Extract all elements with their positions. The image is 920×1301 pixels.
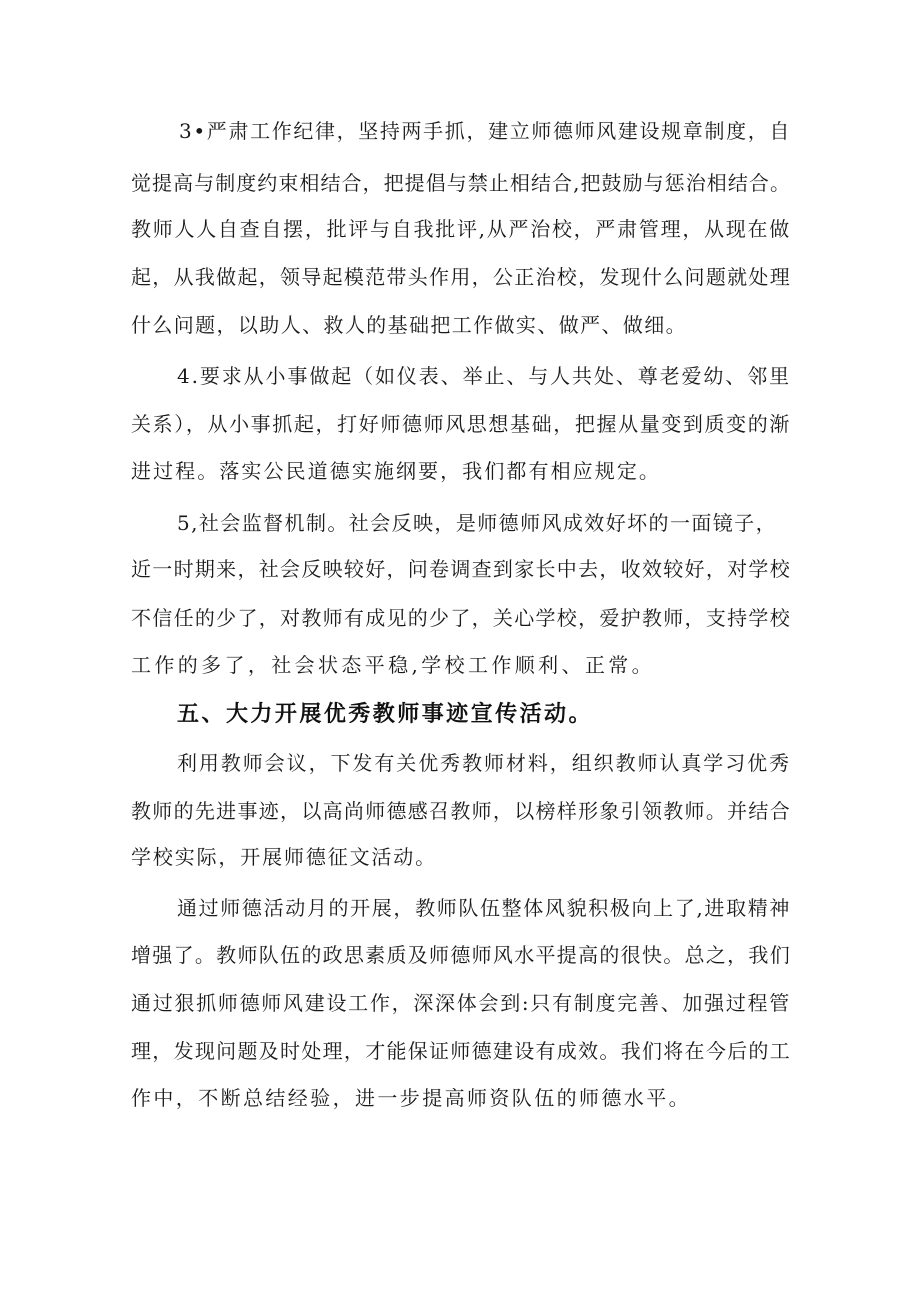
section-heading: 五、大力开展优秀教师事迹宣传活动。 xyxy=(177,702,593,727)
text-line: 不信任的少了，对教师有成见的少了，关心学校，爱护教师，支持学校 xyxy=(131,606,791,630)
text-line: 通过师德活动月的开展，教师队伍整体风貌积极向上了,进取精神 xyxy=(177,896,792,920)
text-line: 作中，不断总结经验，进一步提高师资队伍的师德水平。 xyxy=(131,1086,691,1110)
text-line: 什么问题，以助人、救人的基础把工作做实、做严、做细。 xyxy=(131,313,688,337)
text-line: 理，发现问题及时处理，才能保证师德建设有成效。我们将在今后的工 xyxy=(131,1039,791,1063)
text-line: 通过狠抓师德师风建设工作，深深体会到:只有制度完善、加强过程管 xyxy=(131,991,791,1015)
text-line: 学校实际，开展师德征文活动。 xyxy=(131,845,437,869)
text-line: 教师的先进事迹，以高尚师德感召教师，以榜样形象引领教师。并结合 xyxy=(131,799,791,823)
text-line: 工作的多了，社会状态平稳,学校工作顺利、正常。 xyxy=(131,653,656,677)
text-line: 觉提高与制度约束相结合，把提倡与禁止相结合,把鼓励与惩治相结合。 xyxy=(131,171,791,195)
text-line: 利用教师会议，下发有关优秀教师材料，组织教师认真学习优秀 xyxy=(177,751,792,775)
text-line: 5,社会监督机制。社会反映，是师德师风成效好坏的一面镜子， xyxy=(177,511,778,535)
text-line: 起，从我做起，领导起模范带头作用，公正治校，发现什么问题就处理 xyxy=(131,265,791,289)
text-line: 增强了。教师队伍的政思素质及师德师风水平提高的很快。总之，我们 xyxy=(131,943,791,967)
text-line: 4.要求从小事做起（如仪表、举止、与人共处、尊老爱幼、邻里 xyxy=(177,364,791,388)
text-line: 进过程。落实公民道德实施纲要，我们都有相应规定。 xyxy=(131,459,661,483)
text-line: 3•严肃工作纪律，坚持两手抓，建立师德师风建设规章制度，自 xyxy=(179,119,791,143)
text-line: 关系），从小事抓起，打好师德师风思想基础，把握从量变到质变的渐 xyxy=(131,412,792,436)
text-line: 近一时期来，社会反映较好，问卷调查到家长中去，收效较好，对学校 xyxy=(131,557,791,581)
text-line: 教师人人自查自摆，批评与自我批评,从严治校，严肃管理，从现在做 xyxy=(131,217,791,241)
